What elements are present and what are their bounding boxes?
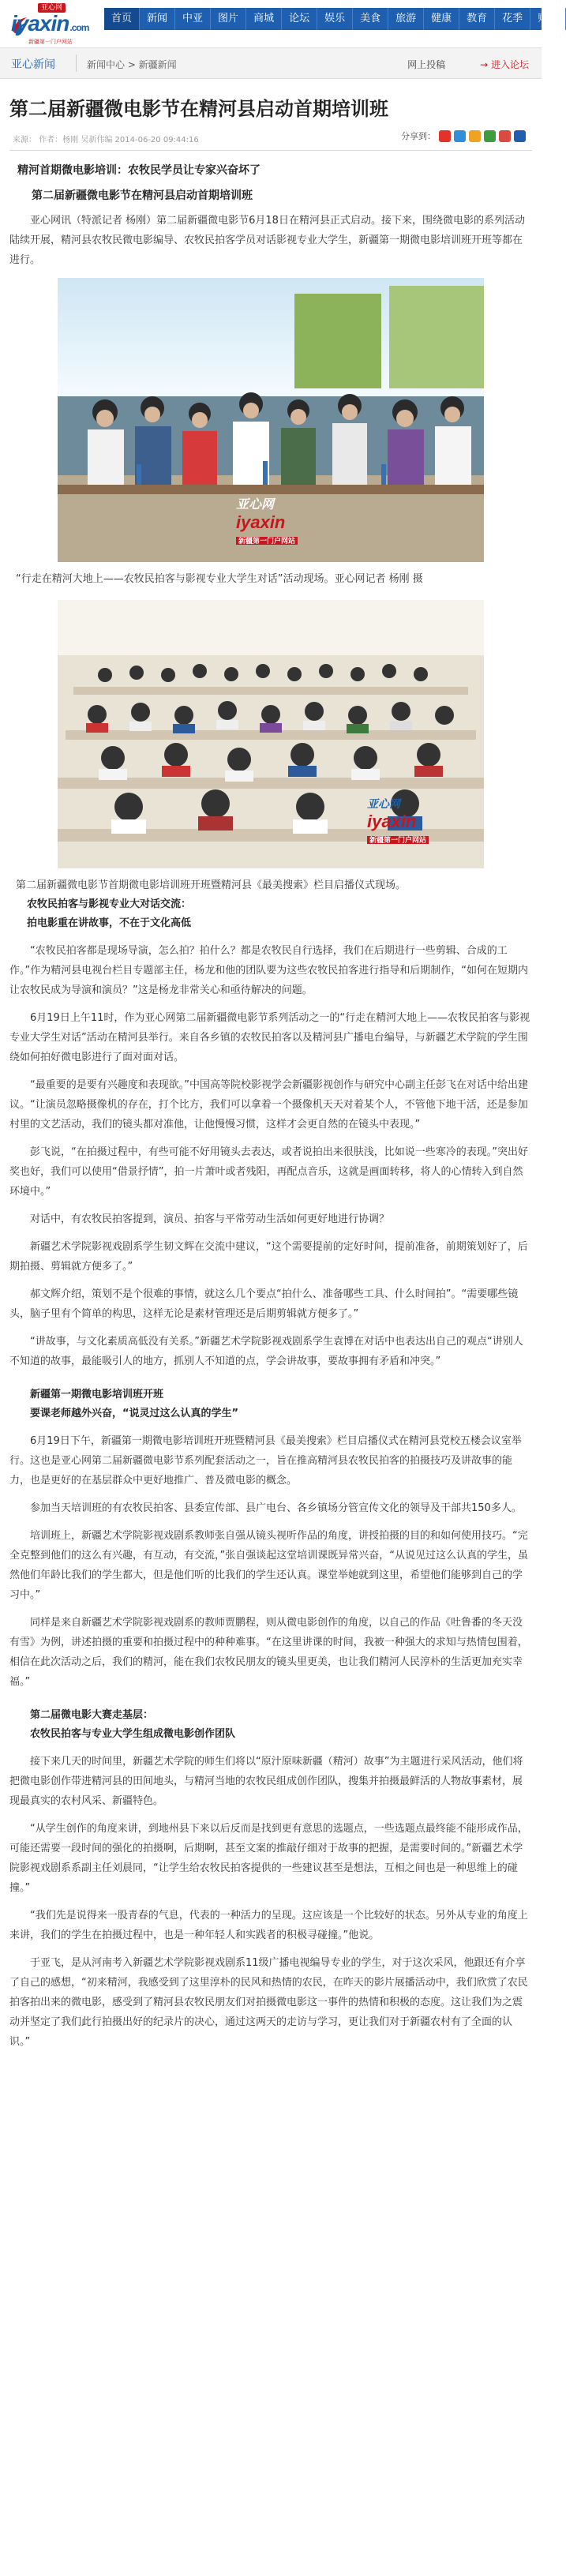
article-paragraph: “从学生创作的角度来讲，到地州县下来以后反而是找到更有意思的选题点，一些选题点最终能不能形成作品，可能还需要一段时间的强化的拍摄啊，后期啊，甚至文案的推敲仔细对于故事的把握，是需要时间的。”新疆艺术学院影视戏剧系系副主任刘晨同，“让学生给农牧民拍客提供的一些建议甚至是想法，互相之间也是一种思维上的碰撞。”: [9, 1823, 528, 1894]
article-paragraph: “讲故事，与文化素质高低没有关系。”新疆艺术学院影视戏剧系学生袁博在对话中也表达出自己的观点“讲别人不知道的故事，最能吸引人的地方，抓别人不知道的点，学会讲故事，要故事拥有矛盾和冲突。”: [9, 1336, 523, 1367]
logo-tag: 亚心网: [38, 3, 66, 13]
photo-caption-1: “行走在精河大地上——农牧民拍客与影视专业大学生对话”活动现场。亚心网记者 杨刚 摄: [16, 573, 423, 585]
article-paragraph: 对话中，有农牧民拍客提到，演员、拍客与平常劳动生活如何更好地进行协调？: [30, 1213, 390, 1225]
section-heading: 拍电影重在讲故事，不在于文化高低: [27, 917, 192, 929]
article-paragraph: 郝文辉介绍，策划不是个很难的事情，就这么几个要点“拍什么、准备哪些工具、什么时间拍”。“需要哪些镜头，脑子里有个简单的构思，这样无论是素材管理还是后期剪辑就方便多了。”: [9, 1288, 519, 1320]
watermark-cn-2: 亚心网: [367, 797, 400, 810]
divider: [76, 54, 77, 72]
article-paragraph: “农牧民拍客都是现场导演，怎么拍？拍什么？都是农牧民自行选择，我们在后期进行一些剪辑、合成的工作。”作为精河县电视台栏目专题部主任，杨龙和他的团队要为这些农牧民拍客进行指导和后期制作，“如何在短期内让农牧民成为导演和演员？”这是杨龙非常关心和亟待解决的问题。: [9, 945, 528, 996]
share-label: 分享到：: [401, 131, 436, 141]
header-actions: [407, 58, 529, 71]
watermark-brand: iyaxin: [236, 512, 286, 532]
nav-item-forum[interactable]: 论坛: [282, 8, 317, 30]
nav-item-photos[interactable]: 图片: [211, 8, 246, 30]
article-meta-row: [9, 128, 532, 151]
nav-item-food[interactable]: 美食: [353, 8, 388, 30]
article-subtitle: 第二届新疆微电影节在精河县启动首期培训班: [32, 189, 253, 202]
more-share-icon[interactable]: [514, 130, 526, 142]
nav-item-mall[interactable]: 商城: [246, 8, 282, 30]
nav-item-finance[interactable]: 财经: [530, 8, 566, 30]
section-heading: 第二届微电影大赛走基层：: [30, 1709, 154, 1721]
section-heading: 新疆第一期微电影培训班开班: [30, 1389, 164, 1400]
arrow-right-icon: →: [480, 59, 491, 70]
site-logo[interactable]: [11, 3, 98, 43]
photo-caption-2: 第二届新疆微电影节首期微电影培训班开班暨精河县《最美搜索》栏目启播仪式现场。: [16, 879, 407, 891]
nav-item-entertainment[interactable]: 娱乐: [317, 8, 353, 30]
section-title[interactable]: 亚心新闻: [11, 58, 55, 71]
nav-item-central-asia[interactable]: 中亚: [175, 8, 211, 30]
article-paragraph: 彭飞说，“在拍摄过程中，有些可能不好用镜头去表达，或者说拍出来很肤浅，比如说一些寒冷的表现。”突出好奖也好，我们可以使用“借景抒情”，拍一片萧叶或者残阳，再配点音乐，这就是画面转移，将人的心情转入到自然环境中。”: [9, 1146, 528, 1198]
breadcrumb-bar: [0, 48, 542, 79]
article-title: 第二届新疆微电影节在精河县启动首期培训班: [9, 98, 388, 120]
logo-wordmark: [11, 11, 88, 36]
article: [0, 96, 542, 2052]
section-heading: 农牧民拍客与影视专业大对话交流：: [27, 898, 192, 910]
article-photo-2: [58, 600, 484, 868]
article-paragraph: 亚心网讯（特派记者 杨刚）第二届新疆微电影节6月18日在精河县正式启动。接下来，围绕微电影的系列活动陆续开展，精河县农牧民微电影编导、农牧民拍客学员对话影视专业大学生，新疆第一期微电影培训班开班等都在进行。: [9, 215, 525, 266]
nav-item-health[interactable]: 健康: [424, 8, 459, 30]
wechat-share-icon[interactable]: [484, 130, 496, 142]
share-bar: [401, 129, 526, 142]
article-paragraph: 于亚飞，是从河南考入新疆艺术学院影视戏剧系11级广播电视编导专业的学生，对于这次采风，他跟还有介享了自己的感想，“初来精河，我感受到了这里淳朴的民风和热情的农民，在昨天的影片展播活动中，我们欣赏了农民拍客拍出来的微电影，感受到了精河县农牧民朋友们对拍摄微电影这一事件的热情和积极的态度。这让我们为之震动并坚定了我们此行拍摄出好的纪录片的决心，通过这两天的走访与学习，更让我们对于新疆农村有了全面的认识。”: [9, 1957, 528, 2048]
site-header: [0, 0, 559, 48]
section-heading: 要课老师越外兴奋，“说灵过这么认真的学生”: [30, 1408, 239, 1419]
article-paragraph: 6月19日下午，新疆第一期微电影培训班开班暨精河县《最美搜索》栏目启播仪式在精河县党校五楼会议室举行。这也是亚心网第二届新疆微电影节系列配套活动之一，旨在推高精河县农牧民拍客的拍摄技巧及讲故事的能力，也是更好的在基层群众中更好地推广、普及微电影的概念。: [9, 1435, 522, 1487]
watermark-slogan-2: 新疆第一门户网站: [367, 836, 429, 844]
article-lead: 精河首期微电影培训：农牧民学员让专家兴奋坏了: [17, 164, 261, 177]
article-paragraph: 培训班上，新疆艺术学院影视戏剧系教师张自强从镜头视听作品的角度，讲授拍摄的目的和如何使用技巧。“完全克整到他们的这么有兴趣，有互动，有交流，”张自强谈起这堂培训课既异常兴奋，“从说见过这么认真的学生，虽然他们年龄比我们的学生都大，但是他们听的比我们的学生还认真。课堂举她就到这里，希望他们能够到自己的学习中。”: [9, 1530, 528, 1601]
logo-main-text: iyaxin: [11, 11, 69, 36]
nav-item-travel[interactable]: 旅游: [388, 8, 424, 30]
nav-item-youth[interactable]: 花季: [495, 8, 530, 30]
article-paragraph: “最重要的是要有兴趣度和表现欲。”中国高等院校影视学会新疆影视创作与研究中心副主任彭飞在对话中给出建议。“让演员忽略摄像机的存在，打个比方，我们可以拿着一个摄像机天天对着某个人，不管他下地干活，还是参加村里的文艺活动，我们的镜头都对准他，让他慢慢习惯，这样才会更自然的在镜头中表现。”: [9, 1079, 528, 1131]
article-paragraph: 同样是来自新疆艺术学院影视戏剧系的教师贾鹏程，则从微电影创作的角度，以自己的作品《吐鲁番的冬天没有雪》为例，讲述拍摄的重要和拍摄过程中的种种难事。“在这里讲课的时间，我被一种强大的求知与热情包围着，相信在此次活动之后，我们的精河，能在我们农牧民朋友的镜头里更美，也让我们精河人民淳朴的生活更加充实幸福。”: [9, 1617, 528, 1688]
photo-watermark: [236, 494, 298, 547]
article-paragraph: 新疆艺术学院影视戏剧系学生韧文辉在交流中建议，“这个需要提前的定好时间，提前准备，前期策划好了，后期拍摄、剪辑就方便多了。”: [9, 1241, 528, 1273]
article-paragraph: 6月19日上午11时，作为亚心网第二届新疆微电影节系列活动之一的“行走在精河大地上——农牧民拍客与影视专业大学生对话”活动在精河县举行。来自各乡镇的农牧民拍客以及精河县广播电台编导，与新疆艺术学院的学生围绕如何拍好微电影进行了面对面对话。: [9, 1012, 530, 1063]
photo-watermark-2: [367, 796, 429, 845]
article-paragraph: 参加当天培训班的有农牧民拍客、县委宣传部、县广电台、各乡镇场分管宣传文化的领导及干部共150多人。: [30, 1502, 522, 1514]
tencent-weibo-share-icon[interactable]: [469, 130, 481, 142]
article-meta: 来源： 作者：杨刚 吴新伟编 2014-06-20 09:44:16: [13, 136, 199, 144]
logo-com-text: .com: [69, 22, 89, 33]
main-nav: [104, 8, 559, 30]
section-heading: 农牧民拍客与专业大学生组成微电影创作团队: [30, 1728, 236, 1740]
article-paragraph: “我们先是说得来一股青春的气息，代表的一种活力的呈现。这应该是一个比较好的状态。另外从专业的角度上来讲，我们的学生在拍摄过程中，也是一种年轻人和实践者的积极寻碰撞。”他说。: [9, 1910, 528, 1941]
qzone-share-icon[interactable]: [454, 130, 466, 142]
nav-item-education[interactable]: 教育: [459, 8, 495, 30]
submit-article-link[interactable]: 网上投稿: [407, 59, 446, 70]
enter-forum-link[interactable]: [480, 58, 529, 71]
weibo-share-icon[interactable]: [439, 130, 451, 142]
watermark-brand-2: iyaxin: [367, 812, 417, 831]
nav-item-home[interactable]: 首页: [104, 8, 140, 30]
watermark-slogan: 新疆第一门户网站: [236, 537, 298, 545]
enter-forum-label: 进入论坛: [490, 59, 529, 70]
article-paragraph: 接下来几天的时间里，新疆艺术学院的师生们将以“原汁原味新疆（精河）故事”为主题进行采风活动，他们将把微电影创作带进精河县的田间地头，与精河当地的农牧民组成创作团队，搜集并拍摄最鲜活的人物故事素材，展现最真实的农村风采、新疆特色。: [9, 1756, 523, 1807]
nav-item-news[interactable]: 新闻: [140, 8, 175, 30]
logo-slogan: 新疆第一门户网站: [28, 39, 73, 45]
renren-share-icon[interactable]: [499, 130, 511, 142]
article-photo-1: [58, 278, 484, 562]
watermark-cn: 亚心网: [236, 498, 275, 512]
breadcrumb[interactable]: 新闻中心 > 新疆新闻: [87, 59, 177, 70]
